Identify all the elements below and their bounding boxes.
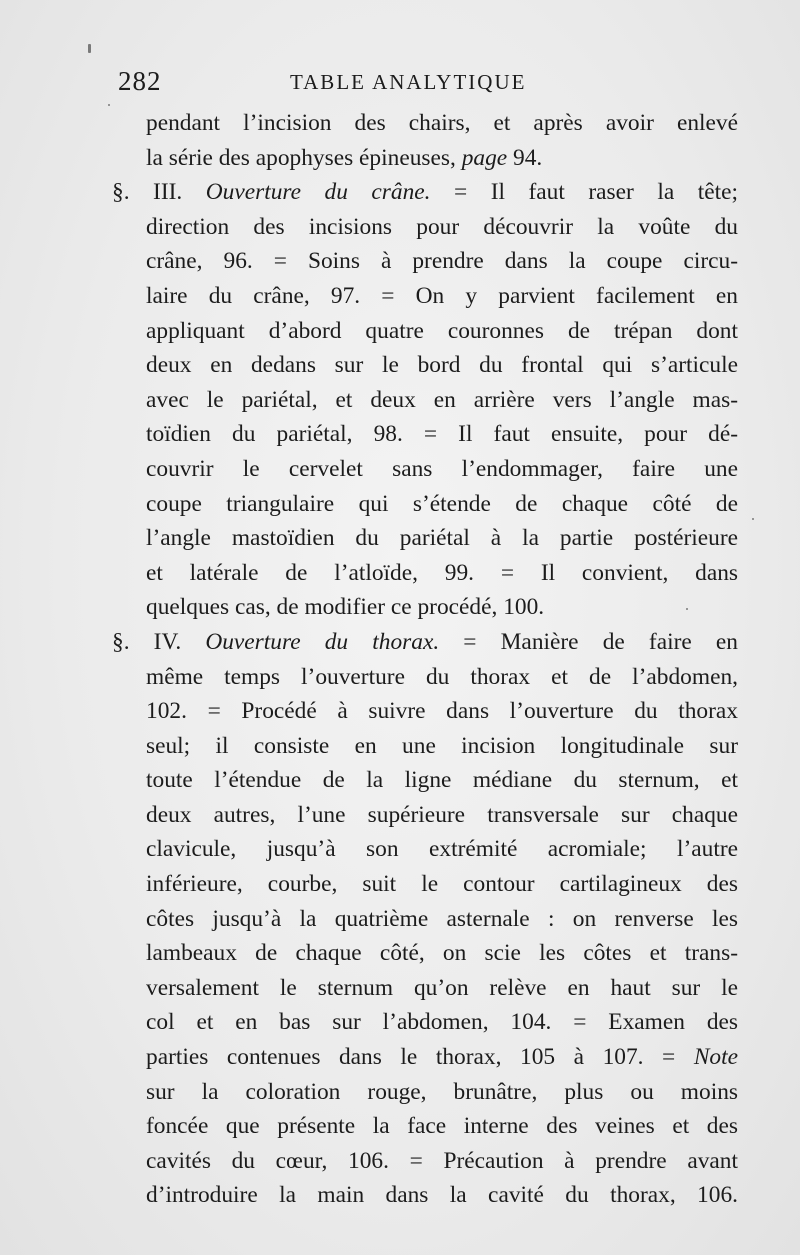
line-text: parties contenues dans le thorax, 105 à 107. = <box>146 1044 694 1071</box>
line-text: avec le pariétal, et deux en arrière vers l’angle mas- <box>146 386 738 413</box>
text-line <box>112 452 738 487</box>
line-text: crâne, 96. = Soins à prendre dans la coupe circu- <box>146 248 738 275</box>
line-text: = Manière de faire en <box>439 628 738 655</box>
italic-text: Note <box>693 1044 738 1071</box>
line-text: 102. = Procédé à suivre dans l’ouverture du thorax <box>146 698 738 725</box>
line-text: direction des incisions pour découvrir la voûte du <box>146 213 738 240</box>
italic-text: Ouverture du crâne. <box>205 179 431 206</box>
text-line <box>112 763 738 798</box>
section-heading-line <box>112 625 738 660</box>
line-text: et latérale de l’atloïde, 99. = Il convient, dans <box>146 559 738 586</box>
paper-speck <box>686 608 688 610</box>
line-text: deux en dedans sur le bord du frontal qui s’articule <box>146 352 738 379</box>
line-text: coupe triangulaire qui s’étende de chaque côté de <box>146 490 738 517</box>
page-number: 282 <box>118 66 162 96</box>
line-text: pendant l’incision des chairs, et après avoir enlevé <box>146 110 738 136</box>
line-text: 94. <box>507 144 543 171</box>
line-text: d’introduire la main dans la cavité du thorax, 106. <box>146 1182 738 1209</box>
text-line <box>112 348 738 383</box>
line-text: inférieure, courbe, suit le contour cartilagineux des <box>146 871 738 898</box>
section-heading-line <box>112 175 738 210</box>
line-text: cavités du cœur, 106. = Précaution à prendre avant <box>146 1147 738 1174</box>
paper-speck <box>108 104 110 106</box>
text-line <box>112 279 738 314</box>
text-line <box>112 936 738 971</box>
line-text: quelques cas, de modifier ce procédé, 100. <box>146 594 545 621</box>
line-text: seul; il consiste en une incision longitudinale sur <box>146 732 738 759</box>
text-line <box>112 521 738 556</box>
text-line <box>112 314 738 349</box>
text-line <box>112 556 738 591</box>
line-text: toute l’étendue de la ligne médiane du sternum, et <box>146 767 738 794</box>
paper-speck <box>88 44 91 53</box>
line-text: la série des apophyses épineuses, <box>146 144 462 171</box>
page-header <box>118 66 738 106</box>
text-line <box>112 694 738 729</box>
line-text: foncée que présente la face interne des veines et des <box>146 1113 738 1140</box>
line-text: deux autres, l’une supérieure transversale sur chaque <box>146 801 738 828</box>
running-head: TABLE ANALYTIQUE <box>290 70 527 94</box>
index-body-text <box>112 106 738 1213</box>
text-line <box>112 1005 738 1040</box>
text-line <box>112 660 738 695</box>
text-line <box>112 210 738 245</box>
text-line <box>112 1075 738 1110</box>
line-text: même temps l’ouverture du thorax et de l’abdomen, <box>146 663 738 690</box>
line-text: couvrir le cervelet sans l’endommager, faire une <box>146 455 738 482</box>
text-line <box>112 1040 738 1075</box>
line-text: = Il faut raser la tête; <box>430 179 738 206</box>
section-number: §. IV. <box>112 628 206 655</box>
text-line <box>112 798 738 833</box>
text-line <box>112 417 738 452</box>
line-text: clavicule, jusqu’à son extrémité acromiale; l’autre <box>146 836 738 863</box>
line-text: sur la coloration rouge, brunâtre, plus ou moins <box>146 1078 738 1105</box>
line-text: lambeaux de chaque côté, on scie les côtes et trans- <box>146 940 738 967</box>
line-text: toïdien du pariétal, 98. = Il faut ensuite, pour dé- <box>146 421 738 448</box>
line-text: laire du crâne, 97. = On y parvient facilement en <box>146 282 738 309</box>
italic-text: Ouverture du thorax. <box>205 628 440 655</box>
line-text: versalement le sternum qu’on relève en haut sur le <box>146 974 738 1001</box>
text-line <box>112 1109 738 1144</box>
line-text: côtes jusqu’à la quatrième asternale : on renverse les <box>146 905 738 932</box>
line-text: appliquant d’abord quatre couronnes de trépan dont <box>146 317 738 344</box>
text-line <box>112 971 738 1006</box>
section-number: §. III. <box>112 179 206 206</box>
text-line <box>112 590 738 625</box>
text-line <box>112 832 738 867</box>
text-line <box>112 902 738 937</box>
text-line <box>112 383 738 418</box>
line-text: col et en bas sur l’abdomen, 104. = Examen des <box>146 1009 738 1036</box>
line-text: l’angle mastoïdien du pariétal à la partie postérieure <box>146 525 738 552</box>
text-line <box>112 1144 738 1179</box>
text-line <box>112 106 738 141</box>
text-line <box>112 141 738 176</box>
text-line <box>112 244 738 279</box>
italic-text: page <box>461 144 508 171</box>
paper-speck <box>752 518 754 520</box>
text-line <box>112 1178 738 1213</box>
text-line <box>112 729 738 764</box>
text-line <box>112 487 738 522</box>
text-line <box>112 867 738 902</box>
